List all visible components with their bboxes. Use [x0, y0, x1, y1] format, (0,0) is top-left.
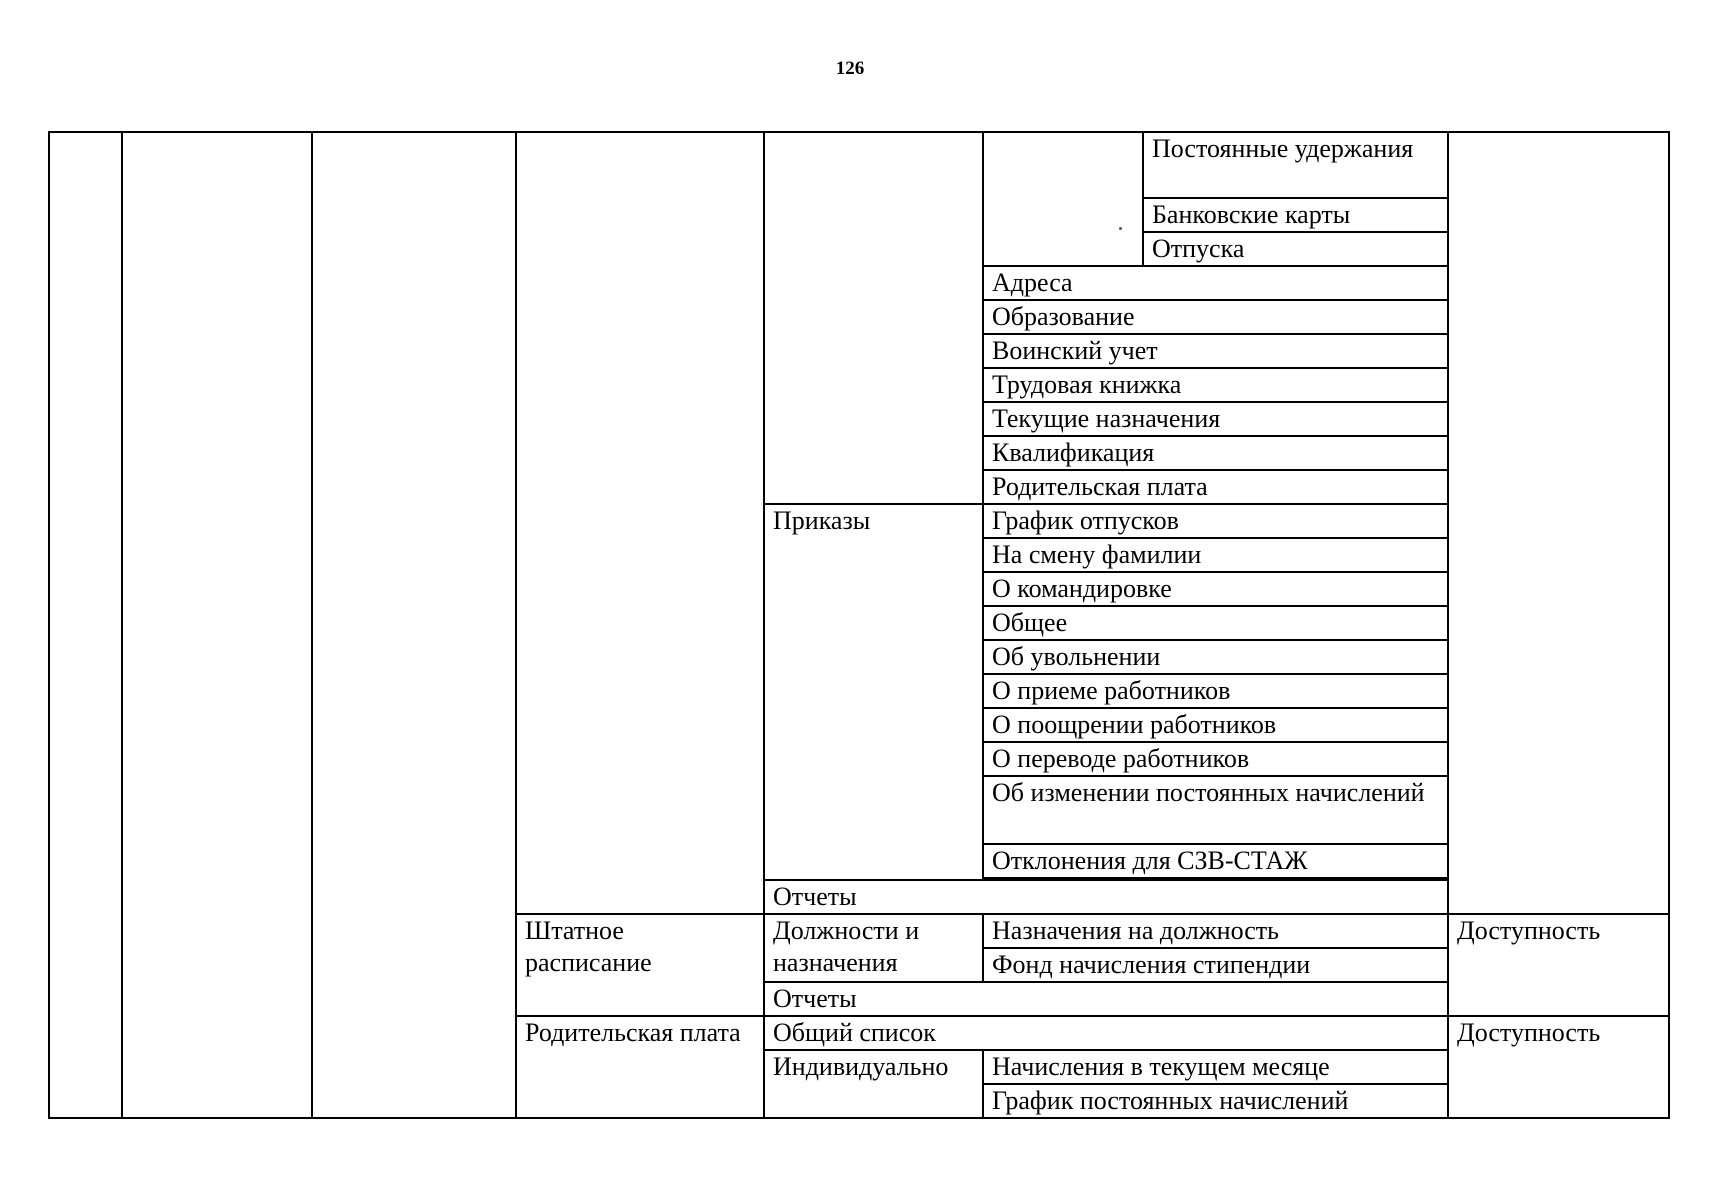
cell-vacations: Отпуска: [1143, 232, 1448, 266]
order-item: Общее: [983, 606, 1448, 640]
cell-permanent-accruals-schedule: График постоянных начислений: [983, 1084, 1448, 1118]
cell-staffing-label: Штатное расписание: [516, 914, 764, 1016]
cell-parental-fee: Родительская плата: [983, 470, 1448, 504]
cell-addresses: Адреса: [983, 266, 1448, 300]
page-number: 126: [835, 58, 865, 79]
cell-positions-label: Должности и назначения: [764, 914, 983, 982]
empty-cell-col3: [312, 132, 516, 1118]
cell-parent-fee-label: Родительская плата: [516, 1016, 764, 1118]
cell-current-month-accruals: Начисления в текущем месяце: [983, 1050, 1448, 1084]
order-item: График отпусков: [983, 504, 1448, 538]
order-item: На смену фамилии: [983, 538, 1448, 572]
empty-cell-col6: [983, 132, 1143, 266]
cell-permanent-deductions: Постоянные удержания: [1143, 132, 1448, 198]
cell-position-assignments: Назначения на должность: [983, 914, 1448, 948]
empty-cell-col4: [516, 132, 764, 914]
cell-military-registration: Воинский учет: [983, 334, 1448, 368]
cell-staffing-reports: Отчеты: [764, 982, 1448, 1016]
cell-staffing-access: Доступность: [1448, 914, 1669, 1016]
empty-cell-col5: [764, 132, 983, 504]
order-item: О командировке: [983, 572, 1448, 606]
cell-parent-fee-access: Доступность: [1448, 1016, 1669, 1118]
empty-cell-col1: [49, 132, 122, 1118]
empty-cell-col8: [1448, 132, 1669, 914]
order-item: О поощрении работников: [983, 708, 1448, 742]
cell-reports-1: Отчеты: [764, 880, 1448, 914]
order-item: О переводе работников: [983, 742, 1448, 776]
cell-stipend-fund: Фонд начисления стипендии: [983, 948, 1448, 982]
cell-general-list: Общий список: [764, 1016, 1448, 1050]
cell-bank-cards: Банковские карты: [1143, 198, 1448, 232]
order-item: Об изменении постоянных начислений: [983, 776, 1448, 844]
order-item: Об увольнении: [983, 640, 1448, 674]
cell-work-book: Трудовая книжка: [983, 368, 1448, 402]
cell-orders-label: Приказы: [764, 504, 983, 880]
cell-education: Образование: [983, 300, 1448, 334]
cell-qualification: Квалификация: [983, 436, 1448, 470]
empty-cell-col2: [122, 132, 312, 1118]
document-table: [48, 131, 1670, 1119]
cell-current-assignments: Текущие назначения: [983, 402, 1448, 436]
order-item: О приеме работников: [983, 674, 1448, 708]
cell-individual-label: Индивидуально: [764, 1050, 983, 1118]
order-item: Отклонения для СЗВ-СТАЖ: [983, 844, 1448, 878]
